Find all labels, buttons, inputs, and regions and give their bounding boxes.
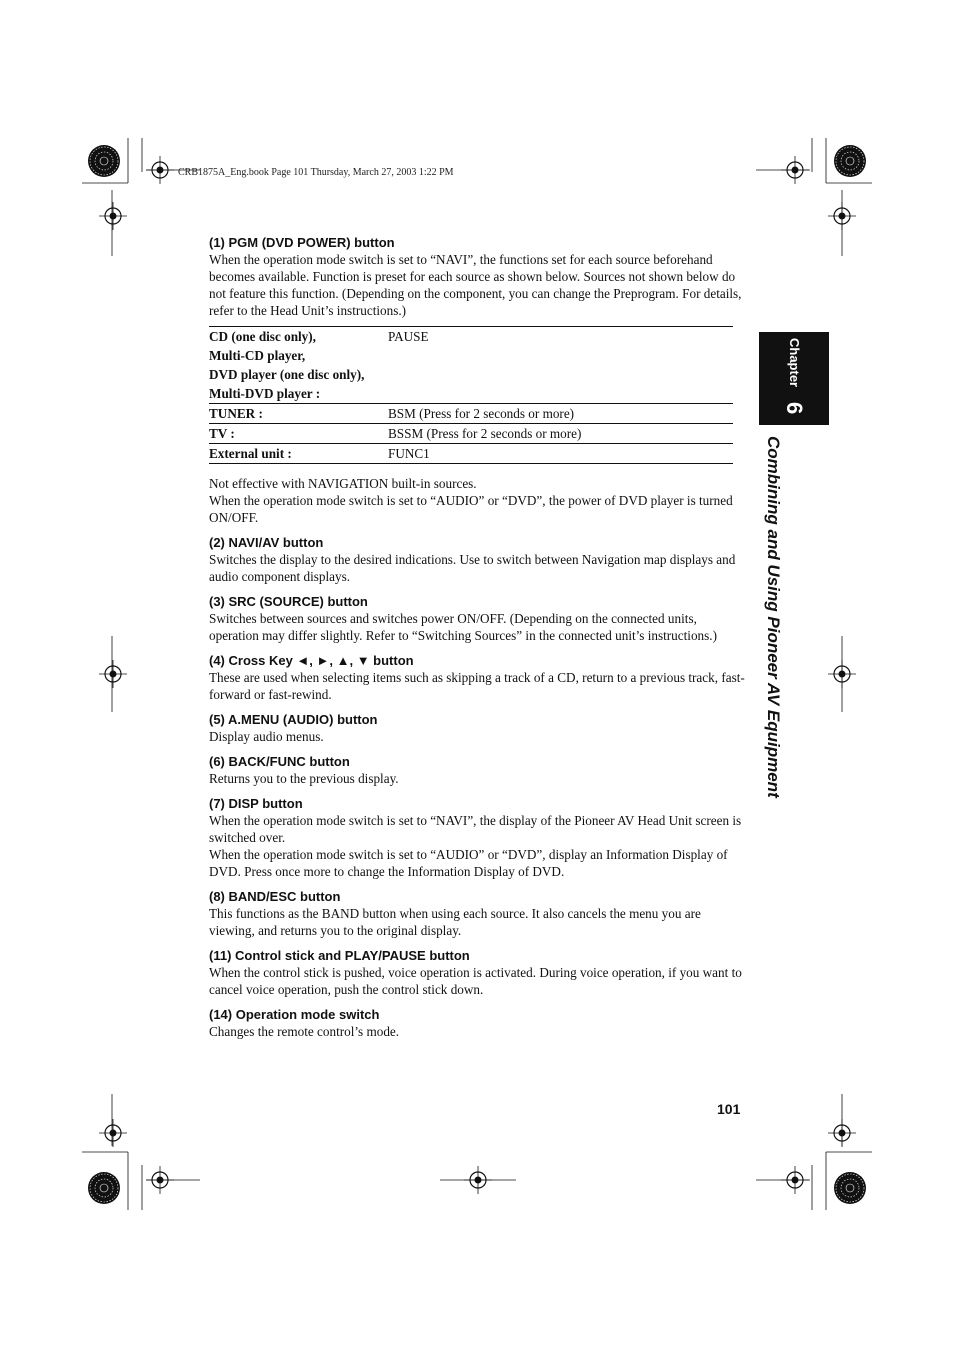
chapter-title: Combining and Using Pioneer AV Equipment: [764, 436, 783, 798]
section-body: When the operation mode switch is set to “NAVI”, the functions set for each source beforehand becomes available. Function is preset for each source as shown below. Sources not shown below do not feature this function. (Depending on the component, you can change the Preprogram. For details, refer to the Head Unit’s instructions.): [209, 252, 742, 318]
section-band-esc: [209, 889, 746, 939]
section-disp: [209, 796, 746, 880]
table-function: PAUSE: [388, 329, 429, 344]
table-row: [209, 365, 733, 384]
function-table: [209, 326, 733, 464]
section-body: When the control stick is pushed, voice operation is activated. During voice operation, if you want to cancel voice operation, push the control stick down.: [209, 965, 742, 997]
section-heading: (11) Control stick and PLAY/PAUSE button: [209, 948, 470, 963]
table-row: [209, 346, 733, 365]
section-heading: (7) DISP button: [209, 796, 303, 811]
section-body: When the operation mode switch is set to “AUDIO” or “DVD”, display an Information Display of DVD. Press once more to change the Information Display of DVD.: [209, 847, 728, 879]
section-body: This functions as the BAND button when using each source. It also cancels the menu you are viewing, and returns you to the original display.: [209, 906, 701, 938]
table-source: Multi-CD player,: [209, 348, 306, 363]
table-row: [209, 384, 733, 404]
print-header: CRB1875A_Eng.book Page 101 Thursday, March 27, 2003 1:22 PM: [178, 167, 454, 178]
table-function: BSM (Press for 2 seconds or more): [388, 404, 733, 424]
section-body: Changes the remote control’s mode.: [209, 1024, 400, 1039]
table-row: [209, 424, 733, 444]
section-heading: (8) BAND/ESC button: [209, 889, 341, 904]
section-body: Returns you to the previous display.: [209, 771, 399, 786]
table-source: TUNER :: [209, 404, 388, 424]
table-source: TV :: [209, 424, 388, 444]
table-source: CD (one disc only),: [209, 329, 316, 344]
section-control-stick: [209, 948, 746, 998]
note-text: When the operation mode switch is set to “AUDIO” or “DVD”, the power of DVD player is turned ON/OFF.: [209, 493, 733, 525]
section-body: These are used when selecting items such as skipping a track of a CD, return to a previous track, fast-forward or fast-rewind.: [209, 670, 745, 702]
section-mode-switch: [209, 1007, 746, 1040]
section-navi-av: [209, 535, 746, 585]
section-pgm: [209, 235, 746, 526]
chapter-label: Chapter: [787, 338, 802, 388]
section-a-menu: [209, 712, 746, 745]
section-body: Display audio menus.: [209, 729, 324, 744]
section-src: [209, 594, 746, 644]
section-heading: (3) SRC (SOURCE) button: [209, 594, 368, 609]
section-body: When the operation mode switch is set to “NAVI”, the display of the Pioneer AV Head Unit screen is switched over.: [209, 813, 742, 845]
table-function: BSSM (Press for 2 seconds or more): [388, 424, 733, 444]
table-row: [209, 444, 733, 464]
table-source: Multi-DVD player :: [209, 386, 321, 401]
chapter-tab: [759, 332, 829, 425]
note-text: Not effective with NAVIGATION built-in sources.: [209, 476, 477, 491]
section-heading: (4) Cross Key ◄, ►, ▲, ▼ button: [209, 653, 414, 668]
section-body: Switches between sources and switches power ON/OFF. (Depending on the connected units, operation may differ slightly. Refer to “Switching Sources” in the connected unit’s instructions.): [209, 611, 717, 643]
section-heading: (1) PGM (DVD POWER) button: [209, 235, 395, 250]
table-source: DVD player (one disc only),: [209, 367, 365, 382]
table-source: External unit :: [209, 444, 388, 464]
section-heading: (2) NAVI/AV button: [209, 535, 324, 550]
table-row: [209, 404, 733, 424]
section-heading: (14) Operation mode switch: [209, 1007, 380, 1022]
section-heading: (5) A.MENU (AUDIO) button: [209, 712, 378, 727]
section-body: Switches the display to the desired indications. Use to switch between Navigation map displays and audio component displays.: [209, 552, 736, 584]
section-cross-key: [209, 653, 746, 703]
table-function: FUNC1: [388, 444, 733, 464]
page-content: [209, 235, 746, 1049]
table-row: [209, 327, 733, 347]
page-number: 101: [717, 1101, 741, 1117]
chapter-number: 6: [782, 402, 807, 415]
section-back-func: [209, 754, 746, 787]
section-heading: (6) BACK/FUNC button: [209, 754, 350, 769]
